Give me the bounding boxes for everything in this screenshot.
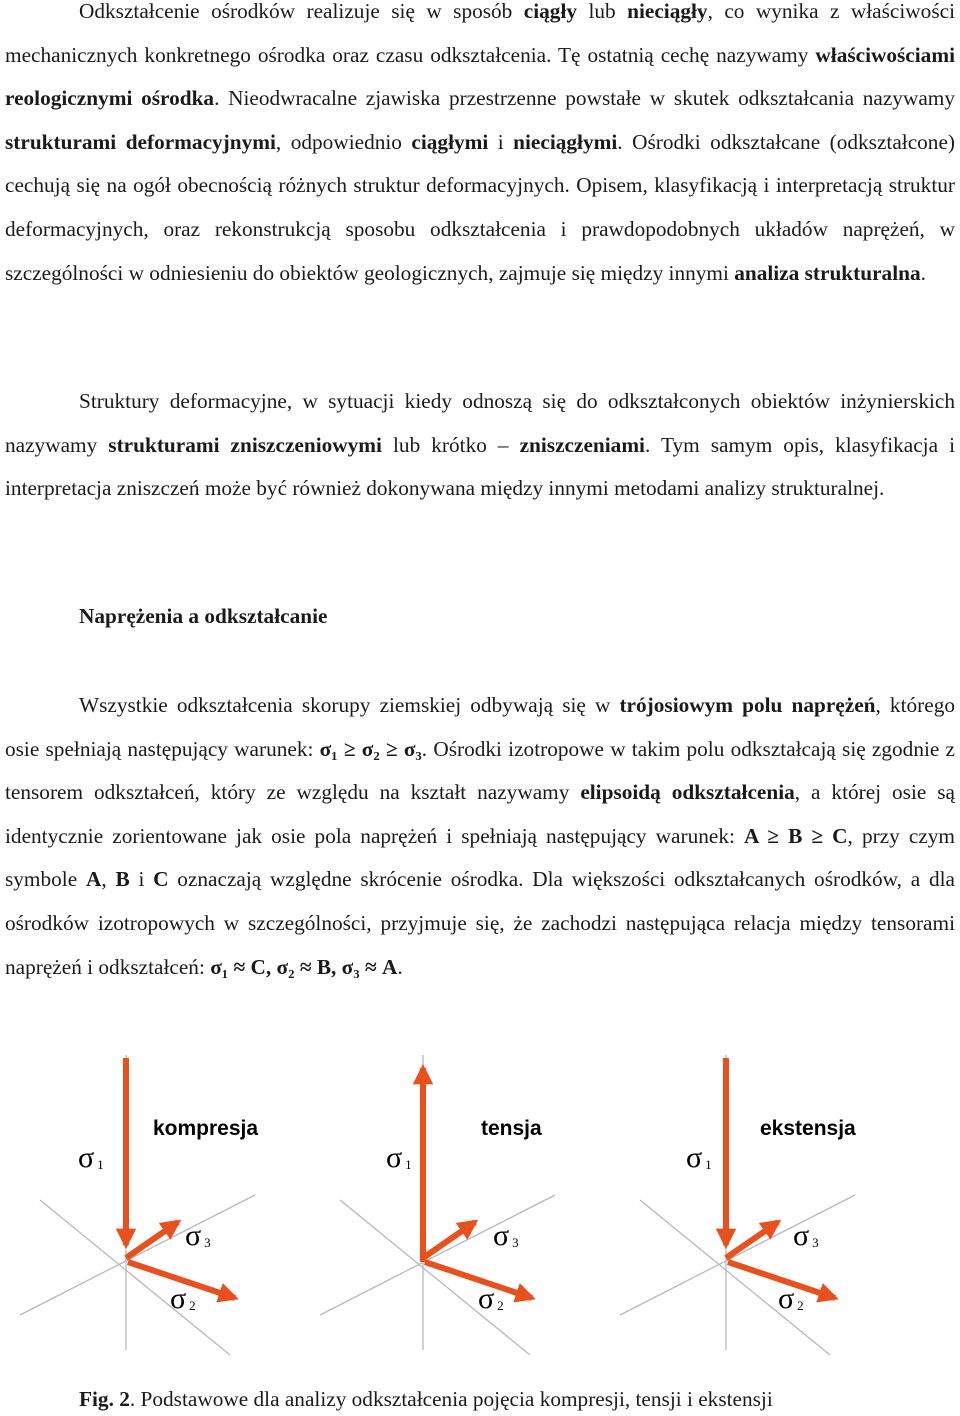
text-run: . Nieodwracalne zjawiska przestrzenne powstałe w skutek odkształcania nazywamy	[214, 86, 956, 111]
sigma3-label: σ 3	[185, 1219, 211, 1252]
text-run: , co wynika z właściwości mechanicznych konkretnego ośrodka oraz czasu odkształcenia. Tę ostatnią cechę nazywamy	[5, 0, 955, 67]
text-run: Odkształcenie ośrodków realizuje się w sposób	[79, 0, 524, 23]
bold-term: B	[115, 867, 130, 892]
paragraph-stress-field	[5, 684, 955, 989]
text-run: oznaczają względne skrócenie ośrodka. Dla większości odkształcanych ośrodków, a dla ośrodków izotropowych w szczególności, przyjmuje się, że zachodzi następująca relacja między tensorami naprężeń i odkształceń:	[5, 867, 955, 979]
caption-label: Fig. 2	[79, 1387, 130, 1411]
sigma2-label: σ 2	[478, 1282, 504, 1315]
bold-term: trójosiowym polu naprężeń	[619, 693, 876, 717]
bold-term: elipsoidą odkształcenia	[580, 780, 795, 805]
sigma2-label: σ 2	[778, 1282, 804, 1315]
text-run: . Ośrodki odkształcane (odkształcone) cechują się na ogół obecnością różnych struktur deformacyjnych. Opisem, klasyfikacją i interpretacją struktur deformacyjnych, oraz rekonstrukcją sposobu odkształcenia i prawdopodobnych układów naprężeń, w szczególności w odniesieniu do obiektów geologicznych, zajmuje się między innymi	[5, 129, 955, 285]
text-run: lub krótko –	[381, 432, 520, 457]
bold-formula: A ≥ B ≥ C	[744, 823, 848, 848]
sigma3-arrow	[726, 1222, 778, 1258]
panel-tensja	[320, 1055, 555, 1355]
stress-regimes-figure	[0, 1040, 960, 1360]
text-run: . Tym samym opis, klasyfikacja i interpretacja zniszczeń może być również dokonywana między innymi metodami analizy strukturalnej.	[5, 432, 956, 501]
text-run: Wszystkie odkształcenia skorupy ziemskiej odbywają się w	[79, 693, 620, 717]
panel-kompresja	[20, 1055, 258, 1355]
text-run: , odpowiednio	[275, 129, 412, 154]
bold-term: strukturami zniszczeniowymi	[108, 432, 382, 457]
text-run: Struktury deformacyjne, w sytuacji kiedy odnoszą się do odkształconych obiektów inżynierskich nazywamy	[5, 389, 955, 457]
paragraph-deformation	[5, 0, 955, 295]
sigma1-label: σ 1	[78, 1141, 104, 1174]
caption-text: . Podstawowe dla analizy odkształcenia pojęcia kompresji, tensji i ekstensji	[129, 1387, 773, 1411]
axis-lines	[620, 1055, 855, 1355]
sigma3-label: σ 3	[793, 1219, 819, 1252]
text-run: i	[129, 867, 154, 892]
axis-lines	[20, 1055, 255, 1355]
text-run: ,	[101, 867, 116, 892]
bold-term: A	[85, 867, 102, 892]
bold-term: C	[153, 867, 169, 892]
text-run: i	[488, 129, 514, 154]
bold-term: strukturami deformacyjnymi	[5, 129, 276, 154]
sigma3-label: σ 3	[493, 1219, 519, 1252]
figure-caption	[79, 1384, 773, 1414]
sigma3-arrow	[126, 1222, 178, 1258]
text-run: . Ośrodki izotropowe w takim polu odkształcają się zgodnie z tensorem odkształceń, który ze względu na kształt nazywamy	[5, 736, 956, 805]
bold-term: zniszczeniami	[519, 432, 645, 457]
label-ekstensja: ekstensja	[760, 1117, 856, 1140]
label-kompresja: kompresja	[153, 1117, 259, 1140]
text-run: , a której osie są identycznie zorientowane jak osie pola naprężeń i spełniają następujący warunek:	[5, 780, 955, 848]
text-run: , przy czym symbole	[5, 823, 955, 892]
sigma1-label: σ 1	[386, 1141, 412, 1174]
bold-formula: σ₁ ≥ σ₂ ≥ σ₃	[319, 736, 422, 761]
panel-ekstensja	[620, 1055, 856, 1355]
section-heading: Naprężenia a odkształcanie	[79, 604, 328, 628]
text-run: .	[920, 260, 926, 285]
bold-term: ciągły	[523, 0, 578, 23]
paragraph-damage-structures	[5, 380, 955, 511]
axis-lines	[320, 1055, 555, 1355]
text-run: , którego osie spełniają następujący warunek:	[5, 693, 955, 761]
bold-term: właściwościami reologicznymi ośrodka	[5, 42, 955, 111]
bold-term: analiza strukturalna	[734, 260, 921, 285]
sigma2-label: σ 2	[170, 1282, 196, 1315]
bold-term: nieciągłymi	[513, 129, 618, 154]
label-tensja: tensja	[481, 1117, 542, 1140]
text-run: .	[397, 954, 403, 979]
bold-term: ciągłymi	[411, 129, 489, 154]
bold-term: nieciągły	[627, 0, 708, 23]
bold-formula: σ₁ ≈ C, σ₂ ≈ B, σ₃ ≈ A	[210, 954, 398, 979]
sigma1-label: σ 1	[686, 1141, 712, 1174]
text-run: lub	[577, 0, 628, 23]
